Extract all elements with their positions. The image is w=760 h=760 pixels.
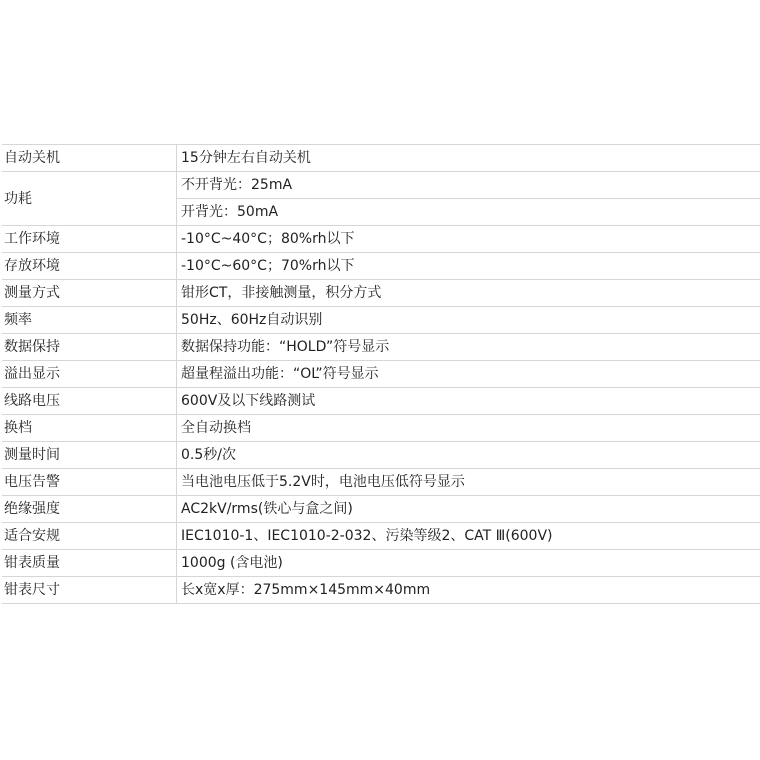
spec-value: 15分钟左右自动关机	[177, 145, 760, 172]
spec-key: 工作环境	[2, 226, 177, 253]
spec-value: 全自动换档	[177, 415, 760, 442]
spec-value: 超量程溢出功能：“OL”符号显示	[177, 361, 760, 388]
spec-value: 数据保持功能：“HOLD”符号显示	[177, 334, 760, 361]
spec-value: -10°C~60°C；70%rh以下	[177, 253, 760, 280]
spec-row	[2, 361, 760, 388]
spec-key: 数据保持	[2, 334, 177, 361]
spec-value: 开背光：50mA	[177, 199, 760, 226]
spec-value: 钳形CT，非接触测量，积分方式	[177, 280, 760, 307]
spec-value: 50Hz、60Hz自动识别	[177, 307, 760, 334]
spec-row	[2, 577, 760, 604]
spec-value: AC2kV/rms(铁心与盒之间)	[177, 496, 760, 523]
spec-row	[2, 280, 760, 307]
spec-key: 电压告警	[2, 469, 177, 496]
spec-value: 当电池电压低于5.2V时，电池电压低符号显示	[177, 469, 760, 496]
spec-key: 频率	[2, 307, 177, 334]
spec-key: 测量时间	[2, 442, 177, 469]
spec-key: 存放环境	[2, 253, 177, 280]
spec-row	[2, 253, 760, 280]
spec-table	[2, 144, 760, 604]
spec-key: 绝缘强度	[2, 496, 177, 523]
spec-key: 钳表尺寸	[2, 577, 177, 604]
spec-key: 溢出显示	[2, 361, 177, 388]
spec-value: 长x宽x厚：275mm×145mm×40mm	[177, 577, 760, 604]
spec-row	[2, 172, 760, 199]
spec-row	[2, 523, 760, 550]
spec-value: 1000g (含电池)	[177, 550, 760, 577]
spec-value: -10°C~40°C；80%rh以下	[177, 226, 760, 253]
spec-key: 钳表质量	[2, 550, 177, 577]
spec-value: 600V及以下线路测试	[177, 388, 760, 415]
spec-row	[2, 442, 760, 469]
spec-row	[2, 469, 760, 496]
spec-key: 功耗	[2, 172, 177, 226]
spec-key: 线路电压	[2, 388, 177, 415]
spec-value: IEC1010-1、IEC1010-2-032、污染等级2、CAT Ⅲ(600V)	[177, 523, 760, 550]
spec-table-body	[2, 145, 760, 604]
spec-key: 适合安规	[2, 523, 177, 550]
spec-row	[2, 415, 760, 442]
spec-key: 换档	[2, 415, 177, 442]
spec-key: 自动关机	[2, 145, 177, 172]
spec-row	[2, 388, 760, 415]
spec-row	[2, 307, 760, 334]
spec-row	[2, 496, 760, 523]
spec-row	[2, 226, 760, 253]
spec-value: 不开背光：25mA	[177, 172, 760, 199]
spec-value: 0.5秒/次	[177, 442, 760, 469]
spec-row	[2, 334, 760, 361]
spec-row	[2, 145, 760, 172]
spec-key: 测量方式	[2, 280, 177, 307]
spec-row	[2, 550, 760, 577]
